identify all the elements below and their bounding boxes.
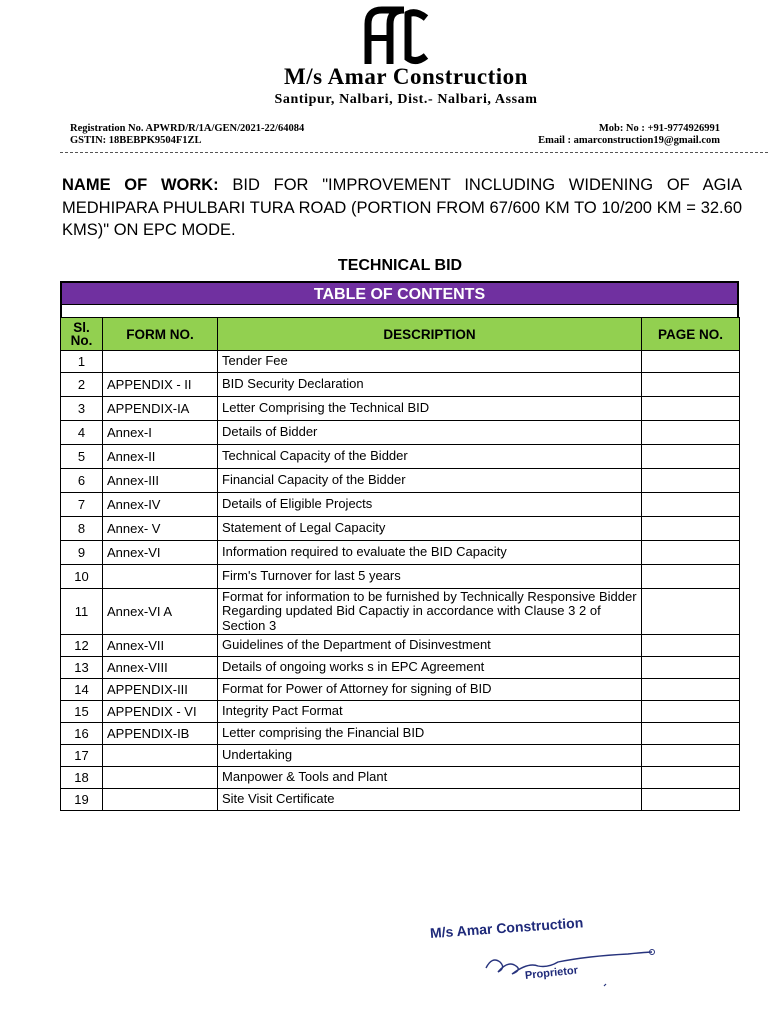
row-page-no: [642, 517, 740, 541]
row-form-no: [103, 351, 218, 373]
row-sl-no: 13: [61, 657, 103, 679]
mobile-number: Mob: No : +91-9774926991: [598, 123, 720, 134]
table-row: [61, 397, 740, 421]
email-address: Email : amarconstruction19@gmail.com: [538, 135, 720, 146]
row-page-no: [642, 493, 740, 517]
toc-body: [61, 351, 740, 811]
toc-header-row: [61, 318, 740, 351]
toc-title: TABLE OF CONTENTS: [60, 281, 739, 305]
row-sl-no: 10: [61, 565, 103, 589]
row-page-no: [642, 723, 740, 745]
row-description: Details of Eligible Projects: [218, 493, 642, 517]
row-description: Tender Fee: [218, 351, 642, 373]
gstin: GSTIN: 18BEBPK9504F1ZL: [70, 135, 202, 146]
row-description: Format for Power of Attorney for signing of BID: [218, 679, 642, 701]
row-page-no: [642, 701, 740, 723]
row-sl-no: 17: [61, 745, 103, 767]
table-row: [61, 789, 740, 811]
row-form-no: Annex- V: [103, 517, 218, 541]
row-sl-no: 15: [61, 701, 103, 723]
table-row: [61, 517, 740, 541]
row-sl-no: 8: [61, 517, 103, 541]
table-row: [61, 589, 740, 635]
row-description: BID Security Declaration: [218, 373, 642, 397]
table-row: [61, 445, 740, 469]
row-page-no: [642, 469, 740, 493]
row-sl-no: 4: [61, 421, 103, 445]
row-sl-no: 16: [61, 723, 103, 745]
toc-spacer: [60, 305, 739, 317]
table-row: [61, 469, 740, 493]
row-form-no: Annex-IV: [103, 493, 218, 517]
table-row: [61, 421, 740, 445]
row-description: Manpower & Tools and Plant: [218, 767, 642, 789]
table-row: [61, 767, 740, 789]
row-page-no: [642, 397, 740, 421]
work-text: BID FOR "IMPROVEMENT INCLUDING WIDENING OF AGIA MEDHIPARA PHULBARI TURA ROAD (PORTION FROM 67/600 KM TO 10/200 KM = 32.60 KMS)" ON EPC MODE.: [62, 176, 743, 239]
row-sl-no: 12: [61, 635, 103, 657]
row-page-no: [642, 589, 740, 635]
row-sl-no: 6: [61, 469, 103, 493]
row-form-no: Annex-I: [103, 421, 218, 445]
row-form-no: [103, 565, 218, 589]
row-description: Details of Bidder: [218, 421, 642, 445]
row-sl-no: 7: [61, 493, 103, 517]
table-row: [61, 679, 740, 701]
row-description: Integrity Pact Format: [218, 701, 642, 723]
company-logo: [360, 4, 432, 68]
row-page-no: [642, 565, 740, 589]
section-title: TECHNICAL BID: [337, 257, 463, 274]
row-sl-no: 9: [61, 541, 103, 565]
row-sl-no: 18: [61, 767, 103, 789]
registration-block: [70, 123, 304, 147]
row-form-no: Annex-VIII: [103, 657, 218, 679]
row-form-no: [103, 745, 218, 767]
col-sl-no: Sl. No.: [61, 318, 103, 351]
row-page-no: [642, 445, 740, 469]
work-label: NAME OF WORK:: [62, 176, 219, 194]
row-page-no: [642, 351, 740, 373]
row-form-no: Annex-VI A: [103, 589, 218, 635]
col-page-no: PAGE NO.: [642, 318, 740, 351]
row-form-no: APPENDIX-III: [103, 679, 218, 701]
toc-table: [60, 317, 740, 811]
row-page-no: [642, 635, 740, 657]
row-description: Format for information to be furnished by Technically Responsive Bidder Regarding updated Bid Capactiy in accordance with Clause 3 2 of Section 3: [218, 589, 642, 635]
table-row: [61, 723, 740, 745]
row-form-no: Annex-VI: [103, 541, 218, 565]
table-row: [61, 657, 740, 679]
row-page-no: [642, 745, 740, 767]
col-description: DESCRIPTION: [218, 318, 642, 351]
company-name: M/s Amar Construction: [284, 64, 528, 89]
row-description: Letter Comprising the Technical BID: [218, 397, 642, 421]
row-form-no: APPENDIX - VI: [103, 701, 218, 723]
row-sl-no: 3: [61, 397, 103, 421]
row-description: Financial Capacity of the Bidder: [218, 469, 642, 493]
table-row: [61, 701, 740, 723]
row-form-no: APPENDIX-IB: [103, 723, 218, 745]
row-sl-no: 5: [61, 445, 103, 469]
row-sl-no: 11: [61, 589, 103, 635]
table-of-contents: [60, 281, 739, 811]
row-description: Undertaking: [218, 745, 642, 767]
row-form-no: Annex-VII: [103, 635, 218, 657]
signature-company: M/s Amar Construction: [429, 914, 584, 941]
table-row: [61, 373, 740, 397]
row-description: Guidelines of the Department of Disinvestment: [218, 635, 642, 657]
row-page-no: [642, 373, 740, 397]
row-form-no: [103, 767, 218, 789]
table-row: [61, 565, 740, 589]
row-description: Firm's Turnover for last 5 years: [218, 565, 642, 589]
contact-block: [538, 123, 720, 147]
row-sl-no: 2: [61, 373, 103, 397]
signature-title: Proprietor: [524, 964, 579, 982]
row-page-no: [642, 421, 740, 445]
name-of-work: [62, 174, 742, 242]
row-description: Site Visit Certificate: [218, 789, 642, 811]
table-row: [61, 541, 740, 565]
row-page-no: [642, 541, 740, 565]
row-sl-no: 19: [61, 789, 103, 811]
table-row: [61, 493, 740, 517]
table-row: [61, 635, 740, 657]
col-form-no: FORM NO.: [103, 318, 218, 351]
row-description: Information required to evaluate the BID Capacity: [218, 541, 642, 565]
row-page-no: [642, 679, 740, 701]
row-form-no: APPENDIX-IA: [103, 397, 218, 421]
row-description: Details of ongoing works s in EPC Agreement: [218, 657, 642, 679]
row-page-no: [642, 789, 740, 811]
row-page-no: [642, 657, 740, 679]
row-description: Letter comprising the Financial BID: [218, 723, 642, 745]
row-sl-no: 14: [61, 679, 103, 701]
row-page-no: [642, 767, 740, 789]
table-row: [61, 351, 740, 373]
row-description: Technical Capacity of the Bidder: [218, 445, 642, 469]
registration-number: Registration No. APWRD/R/1A/GEN/2021-22/64084: [70, 123, 305, 134]
row-form-no: [103, 789, 218, 811]
row-form-no: APPENDIX - II: [103, 373, 218, 397]
header-divider: [60, 152, 768, 153]
row-form-no: Annex-III: [103, 469, 218, 493]
row-form-no: Annex-II: [103, 445, 218, 469]
company-address: Santipur, Nalbari, Dist.- Nalbari, Assam: [274, 92, 538, 107]
row-description: Statement of Legal Capacity: [218, 517, 642, 541]
row-sl-no: 1: [61, 351, 103, 373]
table-row: [61, 745, 740, 767]
